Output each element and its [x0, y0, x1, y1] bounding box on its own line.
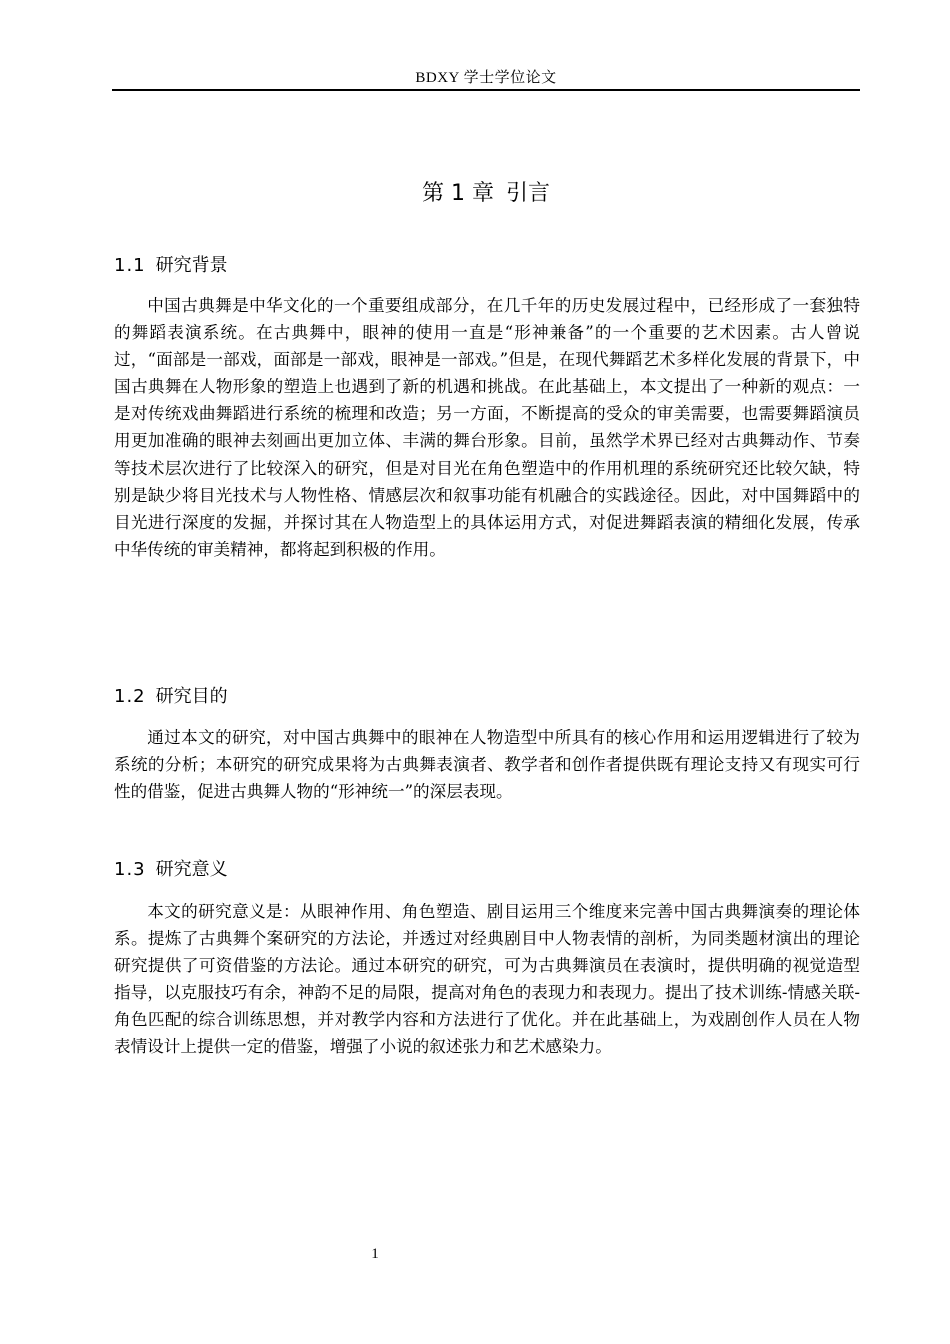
section-title: 研究背景: [155, 255, 228, 276]
section-heading-1-3: [114, 858, 860, 882]
page-number: 1: [371, 1246, 379, 1262]
chapter-title-text: 引言: [505, 181, 550, 206]
section-number: 1.3: [114, 859, 146, 880]
header-divider: [112, 89, 860, 91]
section-heading-1-2: [114, 685, 860, 709]
running-header: BDXY 学士学位论文: [415, 70, 557, 86]
section-heading-1-1: [114, 254, 860, 278]
section-title: 研究意义: [155, 859, 228, 880]
chapter-number-label: 第 1 章: [422, 181, 494, 206]
chapter-title: [112, 176, 860, 212]
section-title: 研究目的: [155, 686, 228, 707]
section-body-1-3: 本文的研究意义是：从眼神作用、角色塑造、剧目运用三个维度来完善中国古典舞演奏的理论体系。提炼了古典舞个案研究的方法论，并透过对经典剧目中人物表情的剖析，为同类题材演出的理论研究提供了可资借鉴的方法论。通过本研究的研究，可为古典舞演员在表演时，提供明确的视觉造型指导，以克服技巧有余，神韵不足的局限，提高对角色的表现力和表现力。提出了技术训练-情感关联-角色匹配的综合训练思想，并对教学内容和方法进行了优化。并在此基础上，为戏剧创作人员在人物表情设计上提供一定的借鉴，增强了小说的叙述张力和艺术感染力。: [114, 902, 860, 1057]
section-body-1-2: 通过本文的研究，对中国古典舞中的眼神在人物造型中所具有的核心作用和运用逻辑进行了较为系统的分析；本研究的研究成果将为古典舞表演者、教学者和创作者提供既有理论支持又有现实可行性的借鉴，促进古典舞人物的“形神统一”的深层表现。: [114, 728, 860, 802]
section-number: 1.1: [114, 255, 146, 276]
section-number: 1.2: [114, 686, 146, 707]
section-body-1-1: 中国古典舞是中华文化的一个重要组成部分，在几千年的历史发展过程中，已经形成了一套独特的舞蹈表演系统。在古典舞中，眼神的使用一直是“形神兼备”的一个重要的艺术因素。古人曾说过，“面部是一部戏，面部是一部戏，眼神是一部戏。”但是，在现代舞蹈艺术多样化发展的背景下，中国古典舞在人物形象的塑造上也遇到了新的机遇和挑战。在此基础上，本文提出了一种新的观点：一是对传统戏曲舞蹈进行系统的梳理和改造；另一方面，不断提高的受众的审美需要，也需要舞蹈演员用更加准确的眼神去刻画出更加立体、丰满的舞台形象。目前，虽然学术界已经对古典舞动作、节奏等技术层次进行了比较深入的研究，但是对目光在角色塑造中的作用机理的系统研究还比较欠缺，特别是缺少将目光技术与人物性格、情感层次和叙事功能有机融合的实践途径。因此，对中国舞蹈中的目光进行深度的发掘，并探讨其在人物造型上的具体运用方式，对促进舞蹈表演的精细化发展，传承中华传统的审美精神，都将起到积极的作用。: [114, 296, 860, 559]
